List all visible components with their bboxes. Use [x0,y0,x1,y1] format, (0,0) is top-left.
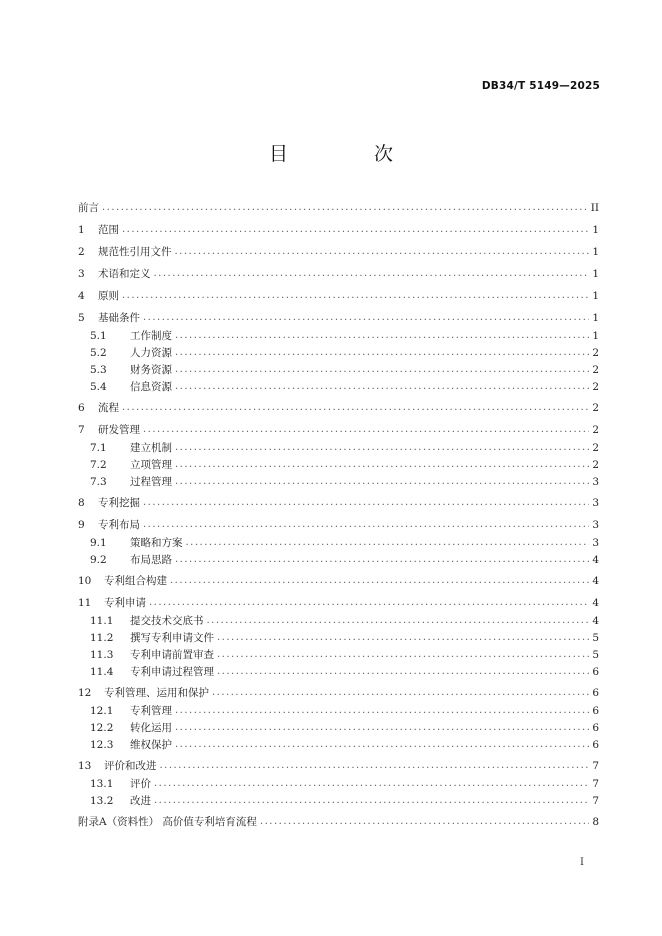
toc-entry-number: 2 [78,246,85,258]
toc-leader-dots [207,613,590,629]
toc-entry-number: 12 [78,687,92,699]
toc-entry-page: 1 [592,268,599,280]
toc-entry-label: 术语和定义 [98,268,151,280]
toc-leader-dots [143,495,589,511]
toc-entry[interactable] [78,310,599,326]
toc-entry-page: 3 [592,476,599,488]
toc-entry-page: 3 [592,519,599,531]
page-number: I [580,857,584,868]
toc-entry[interactable] [78,776,599,792]
toc-entry[interactable] [78,685,599,701]
toc-leader-dots [175,703,589,719]
toc-leader-dots [175,720,589,736]
toc-entry-page: 7 [592,760,599,772]
toc-entry-label: 过程管理 [130,476,172,488]
toc-entry[interactable] [78,758,599,774]
toc-leader-dots [143,517,589,533]
toc-entry-number: 4 [78,290,85,302]
toc-entry-number: 6 [78,402,85,414]
toc-entry[interactable] [78,814,599,830]
toc-entry-number: 11.1 [90,615,114,627]
toc-entry-number: 13.2 [90,795,114,807]
toc-entry-label: 前言 [78,202,99,214]
toc-entry-number: 11.4 [90,666,114,678]
toc-entry-number: 7 [78,424,85,436]
toc-entry[interactable] [78,222,599,238]
toc-entry-number: 5.2 [90,347,107,359]
toc-entry-label: 原则 [98,290,119,302]
toc-leader-dots [175,440,589,456]
toc-leader-dots [217,630,589,646]
toc-leader-dots [175,345,589,361]
toc-entry-page: 5 [592,649,599,661]
toc-entry-label: 流程 [98,402,119,414]
toc-entry[interactable] [78,664,599,680]
toc-entry[interactable] [78,345,599,361]
toc-entry-label: 维权保护 [130,739,172,751]
toc-entry-label: 提交技术交底书 [130,615,204,627]
toc-entry-label: 工作制度 [130,330,172,342]
toc-leader-dots [143,310,589,326]
toc-entry-label: 改进 [130,795,151,807]
toc-entry-number: 13 [78,760,92,772]
toc-entry-page: 4 [592,554,599,566]
toc-leader-dots [186,535,590,551]
toc-entry[interactable] [78,474,599,490]
toc-entry-label: 专利管理、运用和保护 [104,687,209,699]
toc-leader-dots [175,737,589,753]
toc-entry[interactable] [78,647,599,663]
toc-leader-dots [170,573,589,589]
toc-leader-dots [217,647,589,663]
toc-entry[interactable] [78,495,599,511]
toc-entry-label: 专利申请前置审查 [130,649,214,661]
toc-entry-number: 9.2 [90,554,107,566]
toc-leader-dots [122,222,589,238]
toc-entry-number: 11.3 [90,649,114,661]
toc-entry-number: 12.1 [90,705,114,717]
toc-entry[interactable] [78,266,599,282]
toc-leader-dots [217,664,589,680]
toc-entry[interactable] [78,244,599,260]
toc-entry-page: 1 [592,312,599,324]
toc-entry[interactable] [78,720,599,736]
toc-leader-dots [212,685,589,701]
toc-entry[interactable] [78,200,599,216]
toc-entry-label: 专利申请过程管理 [130,666,214,678]
toc-entry-number: 5.3 [90,364,107,376]
toc-entry-label: 专利管理 [130,705,172,717]
toc-entry-page: 1 [592,330,599,342]
toc-leader-dots [175,552,589,568]
toc-entry-label: 布局思路 [130,554,172,566]
toc-entry-label: 立项管理 [130,459,172,471]
toc-leader-dots [154,793,589,809]
toc-entry[interactable] [78,379,599,395]
toc-entry[interactable] [78,457,599,473]
toc-entry-number: 9.1 [90,537,107,549]
toc-entry-page: 7 [592,778,599,790]
toc-entry-label: 评价和改进 [104,760,157,772]
toc-entry-number: 3 [78,268,85,280]
toc-entry-label: 财务资源 [130,364,172,376]
toc-entry-page: 3 [592,497,599,509]
toc-leader-dots [175,474,589,490]
toc-entry-page: 8 [592,816,599,828]
toc-entry-label: 范围 [98,224,119,236]
toc-entry-number: 13.1 [90,778,114,790]
toc-entry-label: 策略和方案 [130,537,183,549]
toc-entry-page: 2 [592,402,599,414]
toc-entry-page: 5 [592,632,599,644]
toc-leader-dots [175,244,590,260]
toc-entry-number: 5.1 [90,330,107,342]
toc-leader-dots [154,266,590,282]
toc-entry-page: 1 [592,246,599,258]
toc-entry-number: 5 [78,312,85,324]
toc-entry-label: 规范性引用文件 [98,246,172,258]
toc-entry-number: 7.2 [90,459,107,471]
page-title: 目 次 [268,143,434,165]
toc-entry[interactable] [78,535,599,551]
toc-entry[interactable] [78,613,599,629]
toc-entry-label: 专利申请 [104,597,146,609]
toc-entry[interactable] [78,328,599,344]
toc-entry-label: 信息资源 [130,381,172,393]
toc-leader-dots [149,595,589,611]
toc-entry-page: 4 [592,575,599,587]
toc-leader-dots [154,776,589,792]
toc-leader-dots [160,758,590,774]
toc-entry[interactable] [78,400,599,416]
toc-entry-number: 8 [78,497,85,509]
toc-entry-label: 人力资源 [130,347,172,359]
toc-entry-page: 2 [592,442,599,454]
toc-leader-dots [175,379,589,395]
toc-entry-label: 基础条件 [98,312,140,324]
toc-entry-label: 专利布局 [98,519,140,531]
toc-entry-page: 2 [592,424,599,436]
toc-entry[interactable] [78,573,599,589]
toc-entry[interactable] [78,703,599,719]
toc-entry-page: 7 [592,795,599,807]
toc-entry-page: 4 [592,615,599,627]
toc-entry-page: 6 [592,722,599,734]
toc-entry[interactable] [78,595,599,611]
toc-entry-number: 5.4 [90,381,107,393]
toc-entry-page: 3 [592,537,599,549]
toc-entry-page: 1 [592,224,599,236]
toc-entry-label: 转化运用 [130,722,172,734]
toc-entry-number: 7.1 [90,442,107,454]
toc-entry[interactable] [78,552,599,568]
toc-entry-label: 建立机制 [130,442,172,454]
toc-entry[interactable] [78,288,599,304]
toc-entry[interactable] [78,362,599,378]
toc-entry-label: 专利组合构建 [104,575,167,587]
document-code: DB34/T 5149—2025 [481,80,600,92]
toc-leader-dots [143,422,589,438]
toc-entry-label: 评价 [130,778,151,790]
toc-entry-number: 11 [78,597,92,609]
toc-entry-page: 2 [592,364,599,376]
toc-leader-dots [175,362,589,378]
toc-entry-page: 6 [592,705,599,717]
toc-entry-page: 1 [592,290,599,302]
toc-entry-number: 9 [78,519,85,531]
toc-entry[interactable] [78,422,599,438]
toc-entry[interactable] [78,440,599,456]
toc-entry-number: 12.2 [90,722,114,734]
toc-entry-number: 7.3 [90,476,107,488]
toc-entry-page: 6 [592,687,599,699]
toc-entry-number: 10 [78,575,92,587]
toc-entry-number: 12.3 [90,739,114,751]
toc-leader-dots [260,814,589,830]
toc-entry-page: 2 [592,347,599,359]
toc-entry-label: 专利挖掘 [98,497,140,509]
toc-entry-page: 2 [592,381,599,393]
toc-leader-dots [175,328,589,344]
toc-entry[interactable] [78,517,599,533]
toc-entry-page: 4 [592,597,599,609]
toc-entry[interactable] [78,737,599,753]
toc-entry-page: 2 [592,459,599,471]
toc-entry-number: 11.2 [90,632,114,644]
toc-entry-label: 附录A（资料性） 高价值专利培育流程 [78,816,257,828]
toc-leader-dots [122,400,589,416]
toc-leader-dots [102,200,588,216]
toc-entry-label: 研发管理 [98,424,140,436]
toc-entry-page: 6 [592,739,599,751]
toc-entry-page: II [590,202,599,214]
toc-leader-dots [122,288,589,304]
toc-entry-number: 1 [78,224,85,236]
toc-entry-page: 6 [592,666,599,678]
toc-entry-label: 撰写专利申请文件 [130,632,214,644]
toc-leader-dots [175,457,589,473]
toc-entry[interactable] [78,793,599,809]
toc-entry[interactable] [78,630,599,646]
